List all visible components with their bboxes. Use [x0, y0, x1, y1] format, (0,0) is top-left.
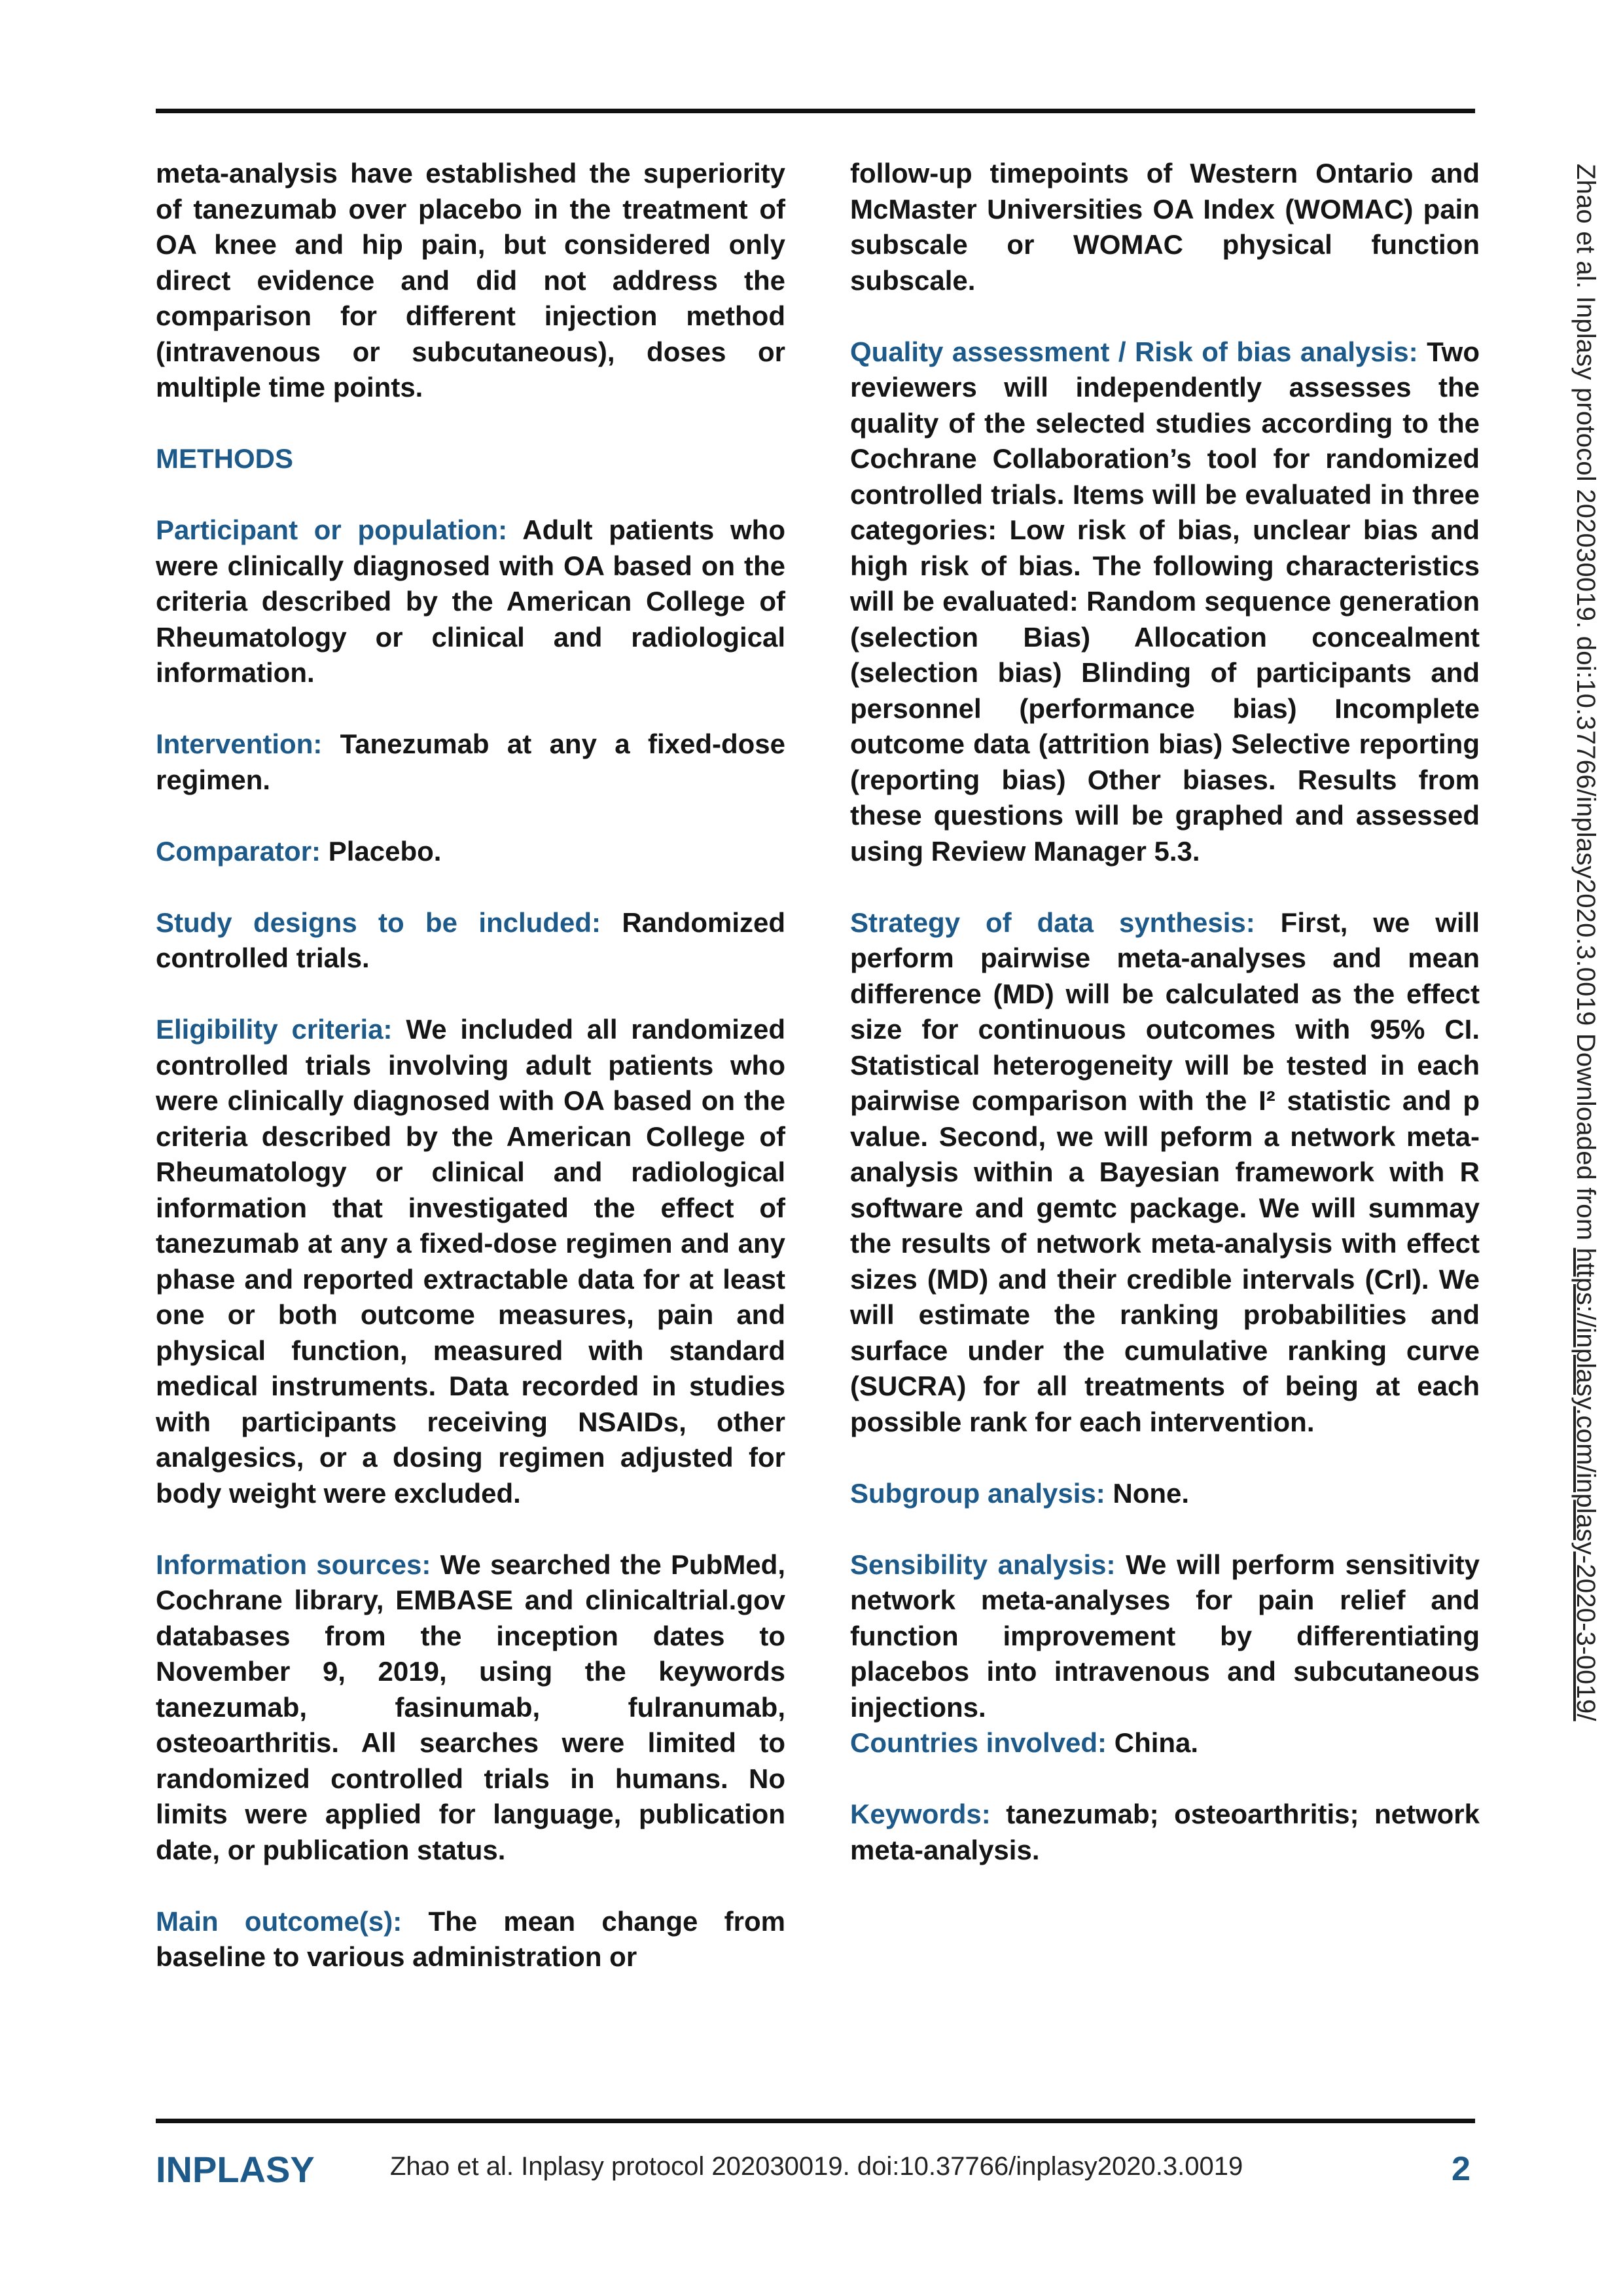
keywords-text: tanezumab; osteoarthritis; network meta-analysis.: [850, 1799, 1480, 1865]
keywords-label: Keywords:: [850, 1799, 991, 1829]
side-citation-text: Zhao et al. Inplasy protocol 202030019. doi:10.37766/inplasy2020.3.0019 Downloaded from: [1571, 164, 1600, 1248]
eligibility-text: We included all randomized controlled trials involving adult patients who were clinically diagnosed with OA based on the criteria described by the American College of Rheumatology or clinical and radiological information that investigated the effect of tanezumab at any a fixed-dose regimen and any phase and reported extractable data for at least one or both outcome measures, pain and physical function, measured with standard medical instruments. Data recorded in studies with participants receiving NSAIDs, other analgesics, or a dosing regimen adjusted for body weight were excluded.: [156, 1014, 785, 1509]
outcome-text: The mean change from baseline to various administration or: [156, 1905, 785, 1972]
left-column: [156, 156, 785, 1975]
comparator-paragraph: [156, 834, 785, 870]
subgroup-label: Subgroup analysis:: [850, 1477, 1105, 1509]
strategy-paragraph: [850, 905, 1480, 1441]
eligibility-paragraph: [156, 1012, 785, 1511]
countries-text: China.: [1107, 1727, 1199, 1758]
comparator-label: Comparator:: [156, 835, 321, 867]
information-paragraph: [156, 1547, 785, 1869]
methods-heading: METHODS: [156, 443, 293, 474]
information-text: We searched the PubMed, Cochrane library, EMBASE and clinicaltrial.gov databases from the inception dates to November 9, 2019, using the keywords tanezumab, fasinumab, fulranumab, osteoarthritis. All searches were limited to randomized controlled trials in humans. No limits were applied for language, publication date, or publication status.: [156, 1549, 785, 1865]
intro-paragraph: [156, 156, 785, 406]
quality-paragraph: [850, 334, 1480, 870]
participant-text: Adult patients who were clinically diagnosed with OA based on the criteria described by the American College of Rheumatology or clinical and radiological information.: [156, 514, 785, 688]
information-label: Information sources:: [156, 1549, 431, 1580]
outcome-continued-paragraph: [850, 156, 1480, 298]
eligibility-label: Eligibility criteria:: [156, 1014, 393, 1045]
bottom-rule: [156, 2119, 1475, 2123]
right-column: [850, 156, 1480, 1868]
subgroup-paragraph: [850, 1476, 1480, 1512]
comparator-text: Placebo.: [321, 835, 442, 867]
sensibility-text: We will perform sensitivity network meta-analyses for pain relief and function improvement by differentiating placebos into intravenous and subcutaneous injections.: [850, 1549, 1480, 1723]
footer-brand-logo: INPLASY: [156, 2149, 315, 2190]
sensibility-paragraph: [850, 1547, 1480, 1726]
top-rule: [156, 109, 1475, 113]
quality-label: Quality assessment / Risk of bias analysis:: [850, 336, 1418, 367]
intervention-text: Tanezumab at any a fixed-dose regimen.: [156, 728, 785, 795]
participant-paragraph: [156, 512, 785, 691]
study-designs-label: Study designs to be included:: [156, 906, 601, 938]
footer-citation: Zhao et al. Inplasy protocol 202030019. doi:10.37766/inplasy2020.3.0019: [390, 2152, 1243, 2181]
side-citation: [1571, 164, 1600, 1721]
subgroup-text: None.: [1105, 1477, 1190, 1509]
quality-text: Two reviewers will independently assesses the quality of the selected studies according to the Cochrane Collaboration’s tool for randomized controlled trials. Items will be evaluated in three categories: Low risk of bias, unclear bias and high risk of bias. The following characteristics will be evaluated: Random sequence generation (selection Bias) Allocation concealment (selection bias) Blinding of participants and personnel (performance bias) Incomplete outcome data (attrition bias) Selective reporting (reporting bias) Other biases. Results from these questions will be graphed and assessed using Review Manager 5.3.: [850, 336, 1480, 867]
countries-label: Countries involved:: [850, 1727, 1107, 1758]
side-citation-link[interactable]: https://inplasy.com/inplasy-2020-3-0019/: [1571, 1247, 1600, 1721]
study-designs-text: Randomized controlled trials.: [156, 906, 786, 973]
sensibility-label: Sensibility analysis:: [850, 1549, 1116, 1580]
strategy-text: First, we will perform pairwise meta-analyses and mean difference (MD) will be calculated as the effect size for continuous outcomes with 95% CI. Statistical heterogeneity will be tested in each pairwise comparison with the I² statistic and p value. Second, we will peform a network meta-analysis within a Bayesian framework with R software and gemtc package. We will summay the results of network meta-analysis with effect sizes (MD) and their credible intervals (CrI). We will estimate the ranking probabilities and surface under the cumulative ranking curve (SUCRA) for all treatments of being at each possible rank for each intervention.: [850, 906, 1480, 1437]
intro-text: meta-analysis have established the superiority of tanezumab over placebo in the treatment of OA knee and hip pain, but considered only direct evidence and did not address the comparison for different injection method (intravenous or subcutaneous), doses or multiple time points.: [156, 158, 785, 403]
strategy-label: Strategy of data synthesis:: [850, 906, 1255, 938]
countries-paragraph: [850, 1725, 1480, 1761]
participant-label: Participant or population:: [156, 514, 508, 545]
outcome-paragraph: [156, 1904, 785, 1975]
intervention-paragraph: [156, 726, 785, 798]
keywords-paragraph: [850, 1797, 1480, 1868]
outcome-label: Main outcome(s):: [156, 1905, 402, 1937]
intervention-label: Intervention:: [156, 728, 323, 759]
outcome-continued-text: follow-up timepoints of Western Ontario and McMaster Universities OA Index (WOMAC) pain subscale or WOMAC physical function subscale.: [850, 158, 1480, 296]
page-number: 2: [1452, 2150, 1471, 2188]
study-designs-paragraph: [156, 905, 785, 977]
